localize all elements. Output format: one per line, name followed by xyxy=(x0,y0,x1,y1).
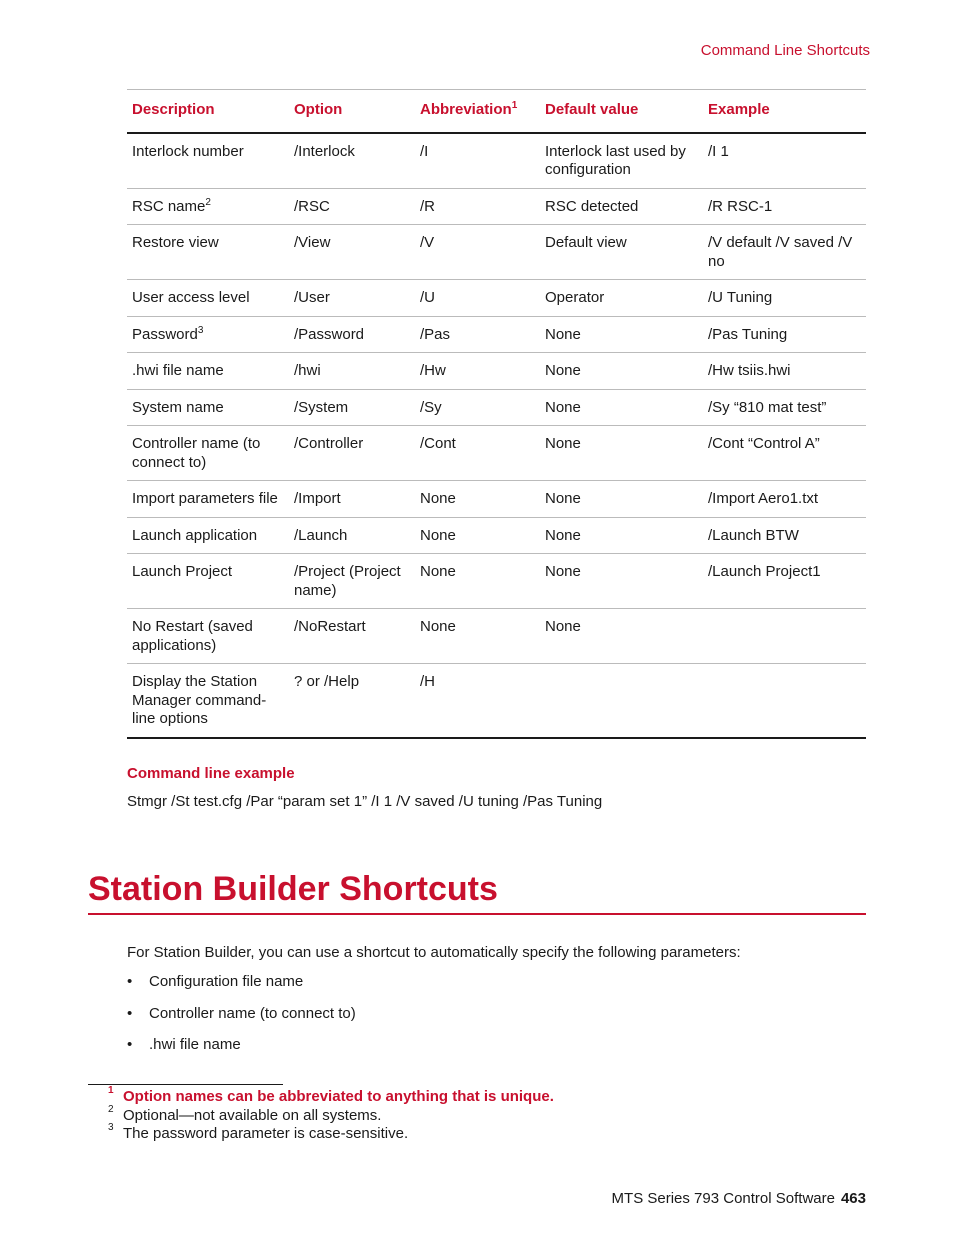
table-header-row xyxy=(127,90,866,133)
list-item: • Controller name (to connect to) xyxy=(127,1004,356,1022)
cell-example: /I 1 xyxy=(708,142,729,160)
cell-abbreviation: /I xyxy=(420,142,429,160)
footnote-ref: 3 xyxy=(197,324,204,336)
cell-example: /Launch BTW xyxy=(708,526,799,544)
page-footer xyxy=(612,1190,866,1207)
cell-default: Operator xyxy=(545,289,605,306)
cell-description: Import parameters file xyxy=(132,490,278,507)
cell-abbreviation: None xyxy=(420,526,456,544)
cell-default: RSC detected xyxy=(545,197,639,215)
cell-description: System name xyxy=(132,398,224,416)
table-row xyxy=(127,664,866,738)
page-number: 463 xyxy=(840,1190,866,1207)
cell-abbreviation: None xyxy=(420,563,456,580)
cell-option: /System xyxy=(294,398,349,416)
cell-default: None xyxy=(545,563,581,580)
cell-description: Launch application xyxy=(132,526,258,544)
cell-abbreviation: /R xyxy=(420,197,435,215)
cell-default: None xyxy=(545,398,581,416)
cell-example: /U Tuning xyxy=(708,289,773,306)
cell-option: /RSC xyxy=(294,197,330,215)
cell-default: Interlock last used by configuration xyxy=(545,142,686,178)
cell-option: ? or /Help xyxy=(294,673,360,690)
cell-description: Display the Station Manager command-line options xyxy=(132,673,267,727)
table-row xyxy=(127,316,866,353)
cell-option: /View xyxy=(294,234,331,251)
cell-abbreviation: /Pas xyxy=(420,325,451,343)
cell-default: None xyxy=(545,618,581,635)
cell-abbreviation: /V xyxy=(420,234,435,251)
cell-description: RSC name$^2$ xyxy=(132,196,211,215)
section-intro: For Station Builder, you can use a shortcut to automatically specify the following parameters: xyxy=(127,944,741,961)
footnote: 2 Optional—not available on all systems. xyxy=(108,1103,382,1124)
footnote-ref: 1 xyxy=(511,100,518,111)
parameter-list xyxy=(127,973,356,1068)
table-row xyxy=(127,554,866,609)
cell-default xyxy=(540,664,703,738)
table-row xyxy=(127,225,866,280)
cell-option: /User xyxy=(294,289,330,306)
cell-option: /Import xyxy=(294,490,341,507)
cell-default: None xyxy=(545,490,581,507)
table-row xyxy=(127,133,866,189)
cell-description: Password$^3$ xyxy=(132,324,204,343)
cell-example: /Import Aero1.txt xyxy=(708,490,819,507)
cell-example xyxy=(703,664,866,738)
cell-option: /Interlock xyxy=(294,142,355,160)
cell-example: /R RSC-1 xyxy=(708,197,773,215)
cell-example: /Sy “810 mat test” xyxy=(708,398,827,416)
cell-option: /NoRestart xyxy=(294,618,366,635)
table-row xyxy=(127,188,866,225)
list-item: • Configuration file name xyxy=(127,973,304,990)
header-abbreviation: Abbreviation$^1$ xyxy=(420,100,518,118)
cell-default: Default view xyxy=(545,234,627,251)
cell-example: /Cont “Control A” xyxy=(708,435,820,452)
table-row xyxy=(127,353,866,390)
cell-example: /Pas Tuning xyxy=(708,325,788,343)
bullet-icon: • xyxy=(127,1004,133,1022)
footnote: 3 The password parameter is case-sensitive. xyxy=(108,1122,409,1142)
cell-option: /Launch xyxy=(294,526,348,544)
bullet-icon: • xyxy=(127,1036,133,1053)
shortcuts-table xyxy=(127,89,866,739)
example-heading: Command line example xyxy=(127,765,295,782)
cell-option: /Controller xyxy=(294,435,364,452)
table-row xyxy=(127,389,866,426)
cell-default: None xyxy=(545,526,581,544)
footnotes xyxy=(106,1085,554,1144)
example-command: Stmgr /St test.cfg /Par “param set 1” /I 1 /V saved /U tuning /Pas Tuning xyxy=(127,793,603,810)
cell-abbreviation: /Sy xyxy=(420,398,442,416)
cell-default: None xyxy=(545,435,581,452)
cell-example: /V default /V saved /V no xyxy=(708,234,853,270)
header-option: Option xyxy=(294,101,343,118)
cell-description: Restore view xyxy=(132,234,219,251)
cell-description: Controller name (to connect to) xyxy=(132,435,261,471)
running-head: Command Line Shortcuts xyxy=(700,42,870,59)
cell-default: None xyxy=(545,325,581,343)
cell-option: /Password xyxy=(294,325,365,343)
table-row xyxy=(127,517,866,554)
footer-title: MTS Series 793 Control Software xyxy=(611,1190,835,1207)
table-row xyxy=(127,609,866,664)
header-default-value: Default value xyxy=(545,101,639,118)
cell-description: Interlock number xyxy=(132,142,244,160)
cell-description: Launch Project xyxy=(132,563,233,580)
header-example: Example xyxy=(708,101,770,118)
table-row xyxy=(127,426,866,481)
cell-description: User access level xyxy=(132,289,250,306)
cell-abbreviation: /Cont xyxy=(420,435,456,452)
section-title: Station Builder Shortcuts xyxy=(88,870,866,915)
cell-description: .hwi file name xyxy=(132,362,224,379)
table-row xyxy=(127,481,866,518)
cell-abbreviation: /U xyxy=(420,289,435,306)
cell-abbreviation: None xyxy=(420,490,456,507)
table-row xyxy=(127,280,866,317)
cell-description: No Restart (saved applications) xyxy=(132,618,253,654)
header-description: Description xyxy=(132,101,215,118)
cell-abbreviation: /Hw xyxy=(420,362,446,379)
cell-example: /Launch Project1 xyxy=(708,563,821,580)
bullet-icon: • xyxy=(127,973,133,990)
cell-option: /hwi xyxy=(294,362,321,379)
list-item: • .hwi file name xyxy=(127,1036,241,1053)
cell-option: /Project (Project name) xyxy=(294,563,401,599)
footnote-divider xyxy=(88,1084,283,1085)
cell-default: None xyxy=(545,362,581,379)
cell-example: /Hw tsiis.hwi xyxy=(708,362,791,379)
footnote-ref: 2 xyxy=(205,196,211,208)
footnote: 1 Option names can be abbreviated to anything that is unique. xyxy=(108,1085,554,1105)
cell-abbreviation: /H xyxy=(420,673,435,690)
cell-abbreviation: None xyxy=(420,618,456,635)
cell-example xyxy=(703,609,866,664)
